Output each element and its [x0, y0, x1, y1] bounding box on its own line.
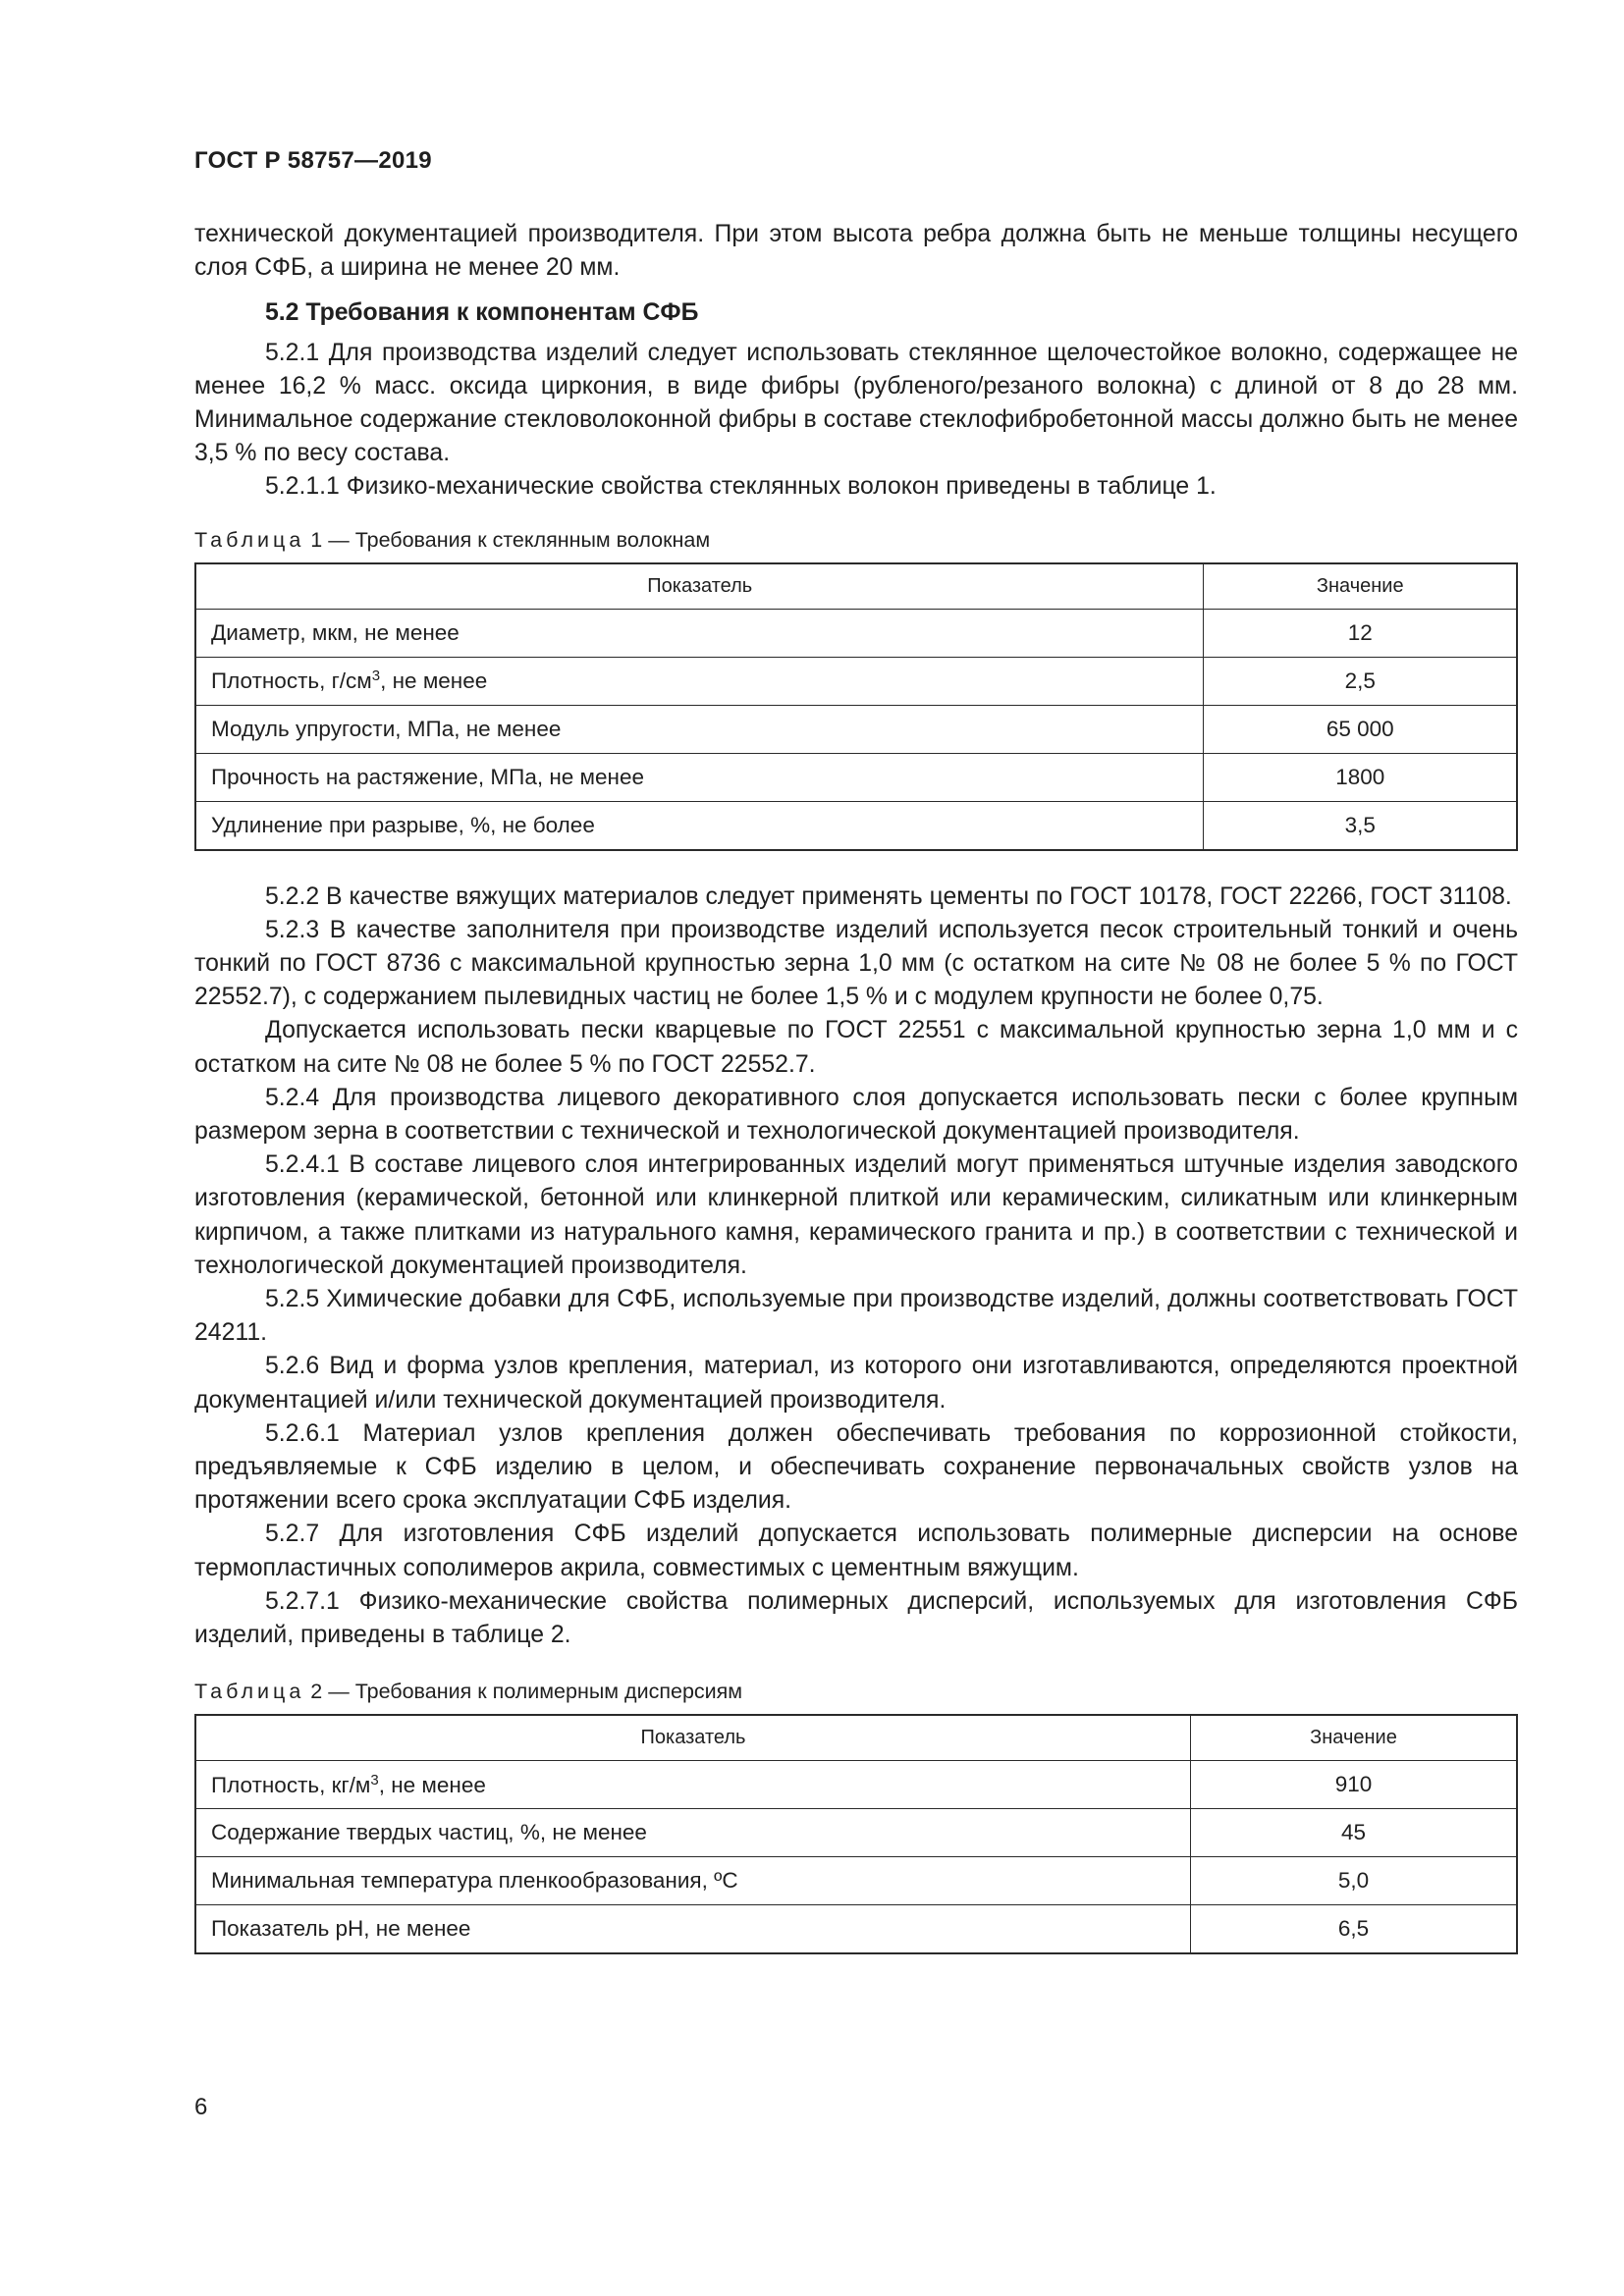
paragraph: 5.2.6 Вид и форма узлов крепления, материал, из которого они изготавливаются, определяются проектной документацией и/или технической документацией производителя.: [194, 1353, 1518, 1414]
paragraph: 5.2.1 Для производства изделий следует использовать стеклянное щелочестойкое волокно, содержащее не менее 16,2 % масс. оксида циркония, в виде фибры (рубленого/резаного волокна) с длиной от 8 до 28 мм. Минимальное содержание стекловолоконной фибры в составе стеклофибробетонной массы должно быть не менее 3,5 % по весу состава.: [194, 339, 1518, 467]
table-row: [195, 801, 1517, 850]
table-caption-text: 2 — Требования к полимерным дисперсиям: [304, 1680, 743, 1704]
table-cell-value: 6,5: [1191, 1905, 1517, 1954]
paragraph: 5.2.1.1 Физико-механические свойства стеклянных волокон приведены в таблице 1.: [265, 473, 1217, 501]
paragraph: 5.2.2 В качестве вяжущих материалов следует применять цементы по ГОСТ 10178, ГОСТ 22266, ГОСТ 31108.: [265, 882, 1512, 910]
table-caption-label: Таблица: [194, 527, 305, 552]
cell-text: Плотность, г/см: [211, 668, 372, 694]
table-row: [195, 609, 1517, 657]
table-cell-name: [195, 657, 1204, 705]
table-cell-value: 5,0: [1191, 1857, 1517, 1905]
paragraph: 5.2.4.1 В составе лицевого слоя интегрированных изделий могут применяться штучные изделия заводского изготовления (керамической, бетонной или клинкерной плиткой или керамическим, силикатным или клинкерным кирпичом, а также плитками из натурального камня, керамического гранита и пр.) в соответствии с технической и технологической документацией производителя.: [194, 1151, 1518, 1279]
page-number: 6: [194, 2094, 208, 2120]
document-header: ГОСТ Р 58757—2019: [194, 147, 432, 174]
cell-text: Плотность, кг/м: [211, 1772, 371, 1797]
superscript: 3: [371, 667, 381, 685]
table-caption-label: Таблица: [194, 1680, 305, 1704]
table-cell-value: 910: [1191, 1761, 1517, 1809]
table1: [194, 562, 1518, 851]
table-header-cell: Значение: [1191, 1715, 1517, 1761]
table-header-row: [195, 1715, 1517, 1761]
table-header-cell: Показатель: [195, 1715, 1191, 1761]
paragraph: 5.2.4 Для производства лицевого декоративного слоя допускается использовать пески с более крупным размером зерна в соответствии с технической и технологической документацией производителя.: [194, 1084, 1518, 1146]
table-cell-value: 65 000: [1204, 705, 1517, 753]
paragraph: 5.2.5 Химические добавки для СФБ, используемые при производстве изделий, должны соответствовать ГОСТ 24211.: [194, 1286, 1518, 1347]
table2-caption: [194, 1678, 1518, 1705]
table-cell-value: 3,5: [1204, 801, 1517, 850]
table-cell-name: Диаметр, мкм, не менее: [195, 609, 1204, 657]
table2: [194, 1714, 1518, 1954]
table-caption-text: 1 — Требования к стеклянным волокнам: [304, 527, 711, 552]
table-row: [195, 1857, 1517, 1905]
cell-text: , не менее: [380, 668, 488, 694]
table-row: [195, 705, 1517, 753]
table-cell-name: Прочность на растяжение, МПа, не менее: [195, 753, 1204, 801]
table-cell-name: Содержание твердых частиц, %, не менее: [195, 1809, 1191, 1857]
paragraph: 5.2.7 Для изготовления СФБ изделий допускается использовать полимерные дисперсии на основе термопластичных сополимеров акрила, совместимых с цементным вяжущим.: [194, 1521, 1518, 1581]
table-row: [195, 1761, 1517, 1809]
section-title: 5.2 Требования к компонентам СФБ: [265, 299, 699, 327]
table-cell-value: 1800: [1204, 753, 1517, 801]
table-row: [195, 753, 1517, 801]
table-header-cell: Показатель: [195, 563, 1204, 610]
paragraph: 5.2.7.1 Физико-механические свойства полимерных дисперсий, используемых для изготовления СФБ изделий, приведены в таблице 2.: [194, 1587, 1518, 1649]
paragraph: 5.2.6.1 Материал узлов крепления должен обеспечивать требования по коррозионной стойкости, предъявляемые к СФБ изделию в целом, и обеспечивать сохранение первоначальных свойств узлов на протяжении всего срока эксплуатации СФБ изделия.: [194, 1419, 1518, 1515]
table-cell-value: 2,5: [1204, 657, 1517, 705]
superscript: 3: [370, 1771, 379, 1789]
table-header-cell: Значение: [1204, 563, 1517, 610]
paragraph: технической документацией производителя. При этом высота ребра должна быть не меньше толщины несущего слоя СФБ, а ширина не менее 20 мм.: [194, 221, 1518, 282]
table-row: [195, 1905, 1517, 1954]
paragraph: Допускается использовать пески кварцевые по ГОСТ 22551 с максимальной крупностью зерна 1,0 мм и с остатком на сите № 08 не более 5 % по ГОСТ 22552.7.: [194, 1017, 1518, 1078]
table-cell-name: Показатель pH, не менее: [195, 1905, 1191, 1954]
table-cell-name: Модуль упругости, МПа, не менее: [195, 705, 1204, 753]
table-cell-name: [195, 1761, 1191, 1809]
table-cell-name: Удлинение при разрыве, %, не более: [195, 801, 1204, 850]
table-header-row: [195, 563, 1517, 610]
table-row: [195, 657, 1517, 705]
table1-caption: [194, 526, 1518, 554]
paragraph: 5.2.3 В качестве заполнителя при производстве изделий используется песок строительный тонкий и очень тонкий по ГОСТ 8736 с максимальной крупностью зерна 1,0 мм (с остатком на сите № 08 не более 5 % по ГОСТ 22552.7), с содержанием пылевидных частиц не более 1,5 % и с модулем крупности не более 0,75.: [194, 916, 1518, 1011]
table-cell-value: 45: [1191, 1809, 1517, 1857]
table-cell-name: Минимальная температура пленкообразования, ºС: [195, 1857, 1191, 1905]
cell-text: , не менее: [378, 1772, 486, 1797]
table-row: [195, 1809, 1517, 1857]
document-page: [194, 147, 1518, 1954]
table-cell-value: 12: [1204, 609, 1517, 657]
